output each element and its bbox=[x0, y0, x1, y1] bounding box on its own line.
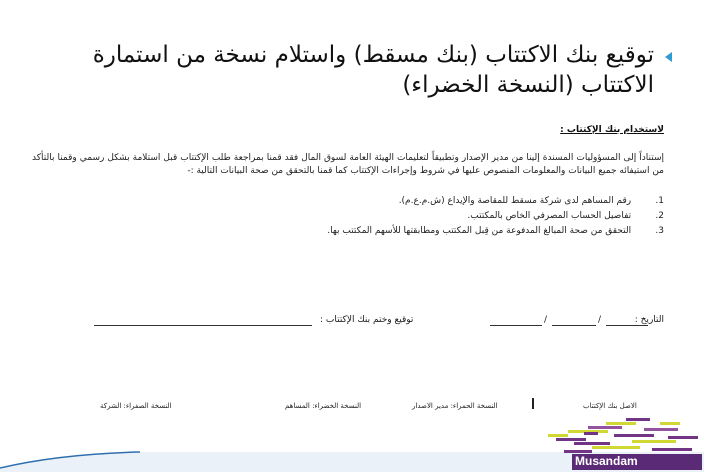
date-year-line bbox=[490, 325, 542, 326]
logo-text: Musandam bbox=[575, 454, 638, 468]
declaration-paragraph: إستناداً إلى المسؤوليات المسندة إلينا من مدير الإصدار وتطبيقاً لتعليمات الهيئة العامة لسوق المال فقد قمنا بمراجعة طلب الإكتتاب قبل استلامة بشكل رسمي وقمنا بالتأكد من استيفائه جميع البيانات والمعلومات المنصوص عليها في شروط وإجراءات الإكتتاب كما قمنا بالتحقق من صحة البيانات التالية :- bbox=[32, 153, 664, 176]
date-day-line bbox=[606, 325, 648, 326]
date-slash: / bbox=[598, 315, 602, 325]
copy-divider bbox=[532, 398, 534, 409]
bullet-arrow-icon bbox=[665, 52, 672, 62]
list-item: 3. التحقق من صحة المبالغ المدفوعة من قِبل المكتتب ومطابقتها للأسهم المكتتب بها. bbox=[327, 226, 664, 236]
signature-label: توقيع وختم بنك الإكتتاب : bbox=[320, 315, 414, 325]
signature-line[interactable] bbox=[94, 325, 312, 326]
list-item: 1. رقم المساهم لدى شركة مسقط للمقاصة والإيداع (ش.م.ع.م). bbox=[398, 196, 664, 206]
section-heading: لاستخدام بنك الإكتتاب : bbox=[560, 125, 664, 135]
list-item: 2. تفاصيل الحساب المصرفي الخاص بالمكتتب. bbox=[467, 211, 664, 221]
copy-original: الاصل بنك الإكتتاب bbox=[583, 402, 637, 410]
slide-title: توقيع بنك الاكتتاب (بنك مسقط) واستلام نسخة من استمارة الاكتتاب (النسخة الخضراء) bbox=[92, 42, 654, 98]
title-block bbox=[34, 40, 654, 100]
copy-green: النسخة الخضراء: المساهم bbox=[285, 402, 362, 410]
copy-red: النسخة الحمراء: مدير الاصدار bbox=[412, 402, 498, 410]
verification-list bbox=[64, 194, 664, 239]
date-slash: / bbox=[544, 315, 548, 325]
date-month-line bbox=[552, 325, 596, 326]
copy-yellow: النسخة الصفراء: الشركة bbox=[100, 402, 172, 410]
date-label: التاريخ : bbox=[634, 315, 664, 325]
